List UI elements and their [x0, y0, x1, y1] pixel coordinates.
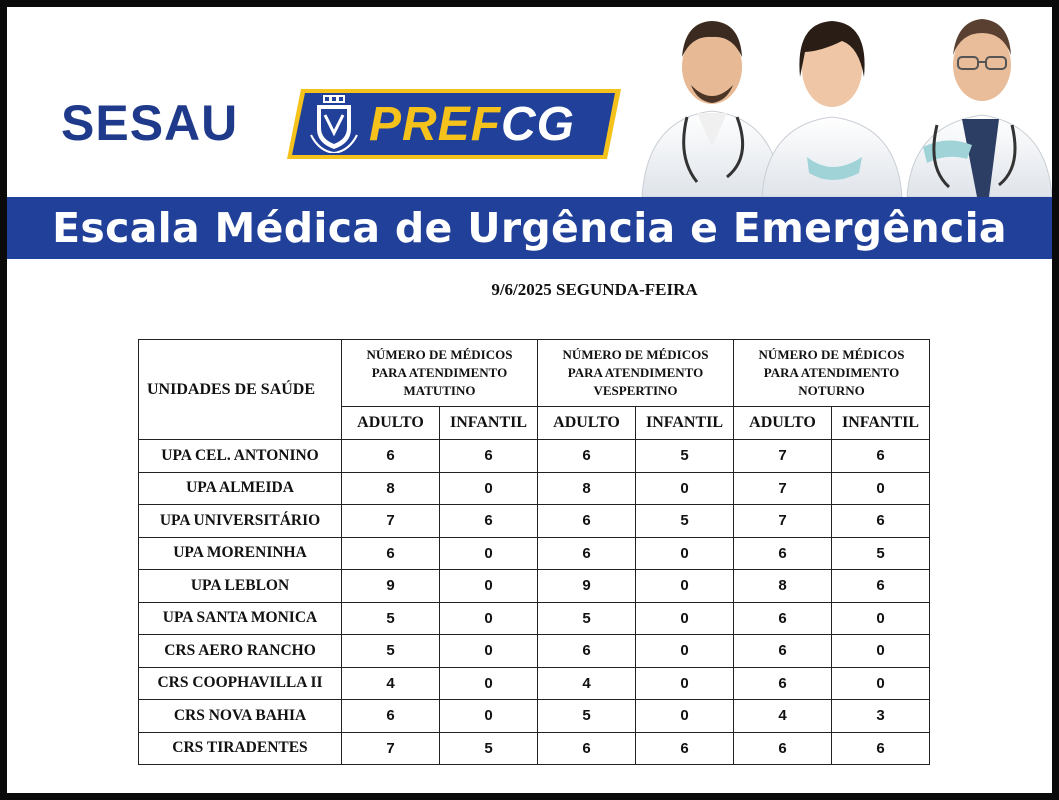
schedule-date: 9/6/2025 SEGUNDA-FEIRA: [491, 280, 698, 299]
table-row: [139, 667, 930, 700]
value-cell: 0: [440, 700, 538, 733]
value-cell: 0: [636, 635, 734, 668]
schedule-table: [138, 339, 930, 765]
sub-header-adult: ADULTO: [342, 407, 440, 440]
value-cell: 0: [636, 667, 734, 700]
value-cell: 6: [832, 505, 930, 538]
period-line: PARA ATENDIMENTO: [763, 365, 900, 380]
value-cell: 9: [538, 570, 636, 603]
value-cell: 5: [538, 700, 636, 733]
value-cell: 9: [342, 570, 440, 603]
value-cell: 0: [636, 472, 734, 505]
value-cell: 6: [734, 635, 832, 668]
period-line: NOTURNO: [798, 383, 865, 398]
value-cell: 0: [440, 570, 538, 603]
value-cell: 6: [636, 732, 734, 765]
period-header-morning: [342, 340, 538, 407]
period-line: MATUTINO: [403, 383, 476, 398]
value-cell: 6: [342, 537, 440, 570]
period-line: PARA ATENDIMENTO: [567, 365, 704, 380]
sub-header-adult: ADULTO: [734, 407, 832, 440]
sub-header-child: INFANTIL: [832, 407, 930, 440]
value-cell: 6: [734, 602, 832, 635]
value-cell: 0: [832, 472, 930, 505]
value-cell: 6: [440, 505, 538, 538]
table-row: [139, 537, 930, 570]
value-cell: 0: [832, 602, 930, 635]
value-cell: 8: [342, 472, 440, 505]
value-cell: 0: [636, 602, 734, 635]
value-cell: 6: [832, 732, 930, 765]
city-crest-icon: [309, 95, 359, 153]
value-cell: 5: [832, 537, 930, 570]
value-cell: 7: [734, 505, 832, 538]
value-cell: 0: [636, 537, 734, 570]
sub-header-child: INFANTIL: [440, 407, 538, 440]
value-cell: 6: [734, 667, 832, 700]
unit-name: CRS AERO RANCHO: [139, 635, 342, 668]
doctors-photo: [627, 7, 1052, 197]
pref-text: PREF: [369, 98, 502, 151]
value-cell: 6: [538, 635, 636, 668]
sub-header-adult: ADULTO: [538, 407, 636, 440]
value-cell: 5: [342, 602, 440, 635]
value-cell: 6: [734, 732, 832, 765]
sub-header-child: INFANTIL: [636, 407, 734, 440]
value-cell: 5: [440, 732, 538, 765]
period-header-night: [734, 340, 930, 407]
value-cell: 7: [734, 440, 832, 473]
value-cell: 7: [342, 732, 440, 765]
table-row: [139, 732, 930, 765]
value-cell: 0: [440, 602, 538, 635]
value-cell: 3: [832, 700, 930, 733]
value-cell: 6: [342, 440, 440, 473]
value-cell: 7: [342, 505, 440, 538]
unit-name: UPA ALMEIDA: [139, 472, 342, 505]
unit-name: UPA UNIVERSITÁRIO: [139, 505, 342, 538]
table-row: [139, 472, 930, 505]
unit-name: CRS TIRADENTES: [139, 732, 342, 765]
unit-name: UPA MORENINHA: [139, 537, 342, 570]
period-line: NÚMERO DE MÉDICOS: [366, 347, 513, 362]
value-cell: 5: [636, 440, 734, 473]
value-cell: 6: [734, 537, 832, 570]
value-cell: 5: [342, 635, 440, 668]
period-line: VESPERTINO: [593, 383, 678, 398]
value-cell: 0: [440, 635, 538, 668]
value-cell: 6: [832, 570, 930, 603]
period-line: PARA ATENDIMENTO: [371, 365, 508, 380]
value-cell: 4: [342, 667, 440, 700]
value-cell: 6: [538, 505, 636, 538]
sesau-logo-text: SESAU: [61, 95, 239, 151]
value-cell: 0: [636, 700, 734, 733]
cg-text: CG: [501, 98, 576, 151]
value-cell: 5: [538, 602, 636, 635]
value-cell: 0: [440, 472, 538, 505]
unit-name: UPA SANTA MONICA: [139, 602, 342, 635]
table-row: [139, 602, 930, 635]
table-row: [139, 440, 930, 473]
value-cell: 4: [538, 667, 636, 700]
header: [7, 7, 1052, 197]
table-row: [139, 505, 930, 538]
value-cell: 5: [636, 505, 734, 538]
table-row: [139, 635, 930, 668]
value-cell: 8: [538, 472, 636, 505]
unit-column-header: UNIDADES DE SAÚDE: [139, 340, 342, 440]
table-row: [139, 570, 930, 603]
period-line: NÚMERO DE MÉDICOS: [562, 347, 709, 362]
value-cell: 0: [440, 667, 538, 700]
value-cell: 6: [538, 537, 636, 570]
banner-title: Escala Médica de Urgência e Emergência: [52, 204, 1007, 252]
value-cell: 4: [734, 700, 832, 733]
unit-name: UPA LEBLON: [139, 570, 342, 603]
value-cell: 6: [440, 440, 538, 473]
value-cell: 0: [440, 537, 538, 570]
period-line: NÚMERO DE MÉDICOS: [758, 347, 905, 362]
unit-name: CRS COOPHAVILLA II: [139, 667, 342, 700]
period-header-afternoon: [538, 340, 734, 407]
prefcg-logo-text: [369, 97, 575, 153]
value-cell: 0: [832, 635, 930, 668]
value-cell: 6: [342, 700, 440, 733]
value-cell: 0: [832, 667, 930, 700]
value-cell: 6: [538, 732, 636, 765]
value-cell: 6: [832, 440, 930, 473]
unit-name: CRS NOVA BAHIA: [139, 700, 342, 733]
unit-name: UPA CEL. ANTONINO: [139, 440, 342, 473]
value-cell: 6: [538, 440, 636, 473]
value-cell: 7: [734, 472, 832, 505]
value-cell: 0: [636, 570, 734, 603]
poster: [7, 7, 1052, 793]
value-cell: 8: [734, 570, 832, 603]
table-row: [139, 700, 930, 733]
